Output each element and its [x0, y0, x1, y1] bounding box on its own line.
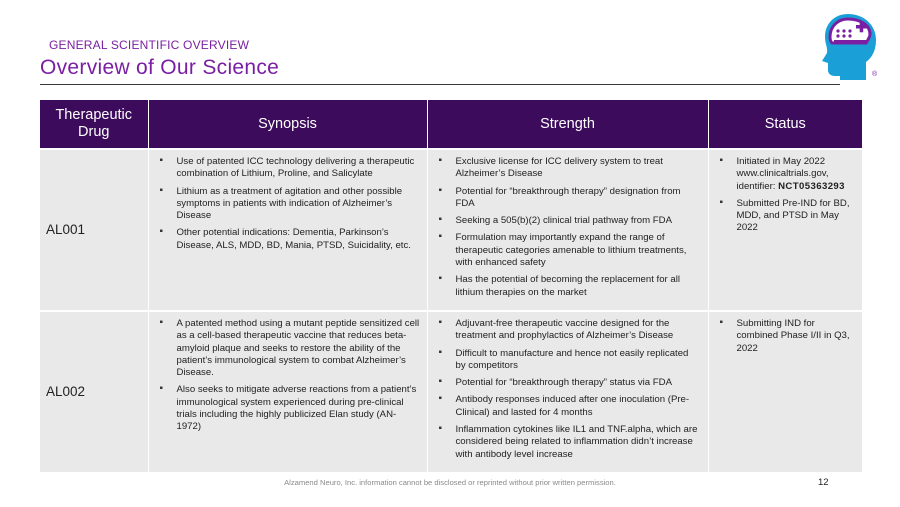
table-row [40, 149, 862, 311]
list-item: ▪ Submitting IND for combined Phase I/II in Q3, 2022 [737, 318, 856, 355]
column-header-strength: Strength [427, 100, 708, 149]
list-item: ▪ Other potential indications: Dementia, Parkinson’s Disease, ALS, MDD, BD, Mania, PTSD, Suicidality, etc. [177, 227, 420, 252]
list-item: ▪ Has the potential of becoming the replacement for all lithium therapies on the market [456, 274, 701, 299]
list-item: ▪ Potential for “breakthrough therapy” designation from FDA [456, 186, 701, 211]
column-header-status: Status [708, 100, 862, 149]
column-header-drug: Therapeutic Drug [40, 100, 148, 149]
footer-disclaimer: Alzamend Neuro, Inc. information cannot be disclosed or reprinted without prior written permission. [284, 478, 616, 487]
list-item: ▪ Submitted Pre-IND for BD, MDD, and PTSD in May 2022 [737, 198, 856, 235]
page-title: Overview of Our Science [40, 56, 280, 79]
list-item: ▪ Adjuvant-free therapeutic vaccine designed for the treatment and prophylactics of Alzheimer’s Disease [456, 318, 701, 343]
status-text: Initiated in May 2022 www.clinicaltrials.gov, identifier: [736, 156, 829, 192]
list-item: ▪ Lithium as a treatment of agitation and other possible symptoms in patients with indication of Alzheimer’s Disease [177, 186, 420, 223]
status-cell [708, 311, 862, 472]
trial-identifier: NCT05363293 [778, 180, 845, 192]
drug-name-cell: AL001 [40, 149, 148, 311]
list-item: ▪ Potential for “breakthrough therapy” status via FDA [456, 377, 701, 389]
list-item [737, 156, 856, 193]
column-header-synopsis: Synopsis [148, 100, 427, 149]
strength-cell [427, 311, 708, 472]
list-item: ▪ Seeking a 505(b)(2) clinical trial pathway from FDA [456, 215, 701, 227]
science-overview-table [40, 100, 862, 472]
list-item: ▪ Use of patented ICC technology delivering a therapeutic combination of Lithium, Proline, and Salicylate [177, 156, 420, 181]
head-with-plus-icon [818, 10, 880, 80]
section-kicker: GENERAL SCIENTIFIC OVERVIEW [49, 38, 250, 52]
list-item: ▪ Formulation may importantly expand the range of therapeutic categories amenable to lithium treatments, with enhanced safety [456, 232, 701, 269]
title-divider [40, 84, 840, 85]
list-item: ▪ Exclusive license for ICC delivery system to treat Alzheimer’s Disease [456, 156, 701, 181]
strength-cell [427, 149, 708, 311]
table-header-row [40, 100, 862, 149]
list-item: ▪ Also seeks to mitigate adverse reactions from a patient’s immunological system experienced during pre-clinical trials including the highly publicized Elan study (AN-1972) [177, 384, 420, 433]
status-cell [708, 149, 862, 311]
page-number: 12 [818, 477, 829, 488]
synopsis-cell [148, 149, 427, 311]
list-item: ▪ Difficult to manufacture and hence not easily replicated by competitors [456, 348, 701, 373]
registered-mark: ® [872, 71, 878, 78]
list-item: ▪ Antibody responses induced after one inoculation (Pre-Clinical) and lasted for 4 months [456, 394, 701, 419]
list-item: ▪ Inflammation cytokines like IL1 and TNF.alpha, which are considered being related to inflammation didn’t increase with antibody level increase [456, 424, 701, 461]
synopsis-cell [148, 311, 427, 472]
table-row [40, 311, 862, 472]
drug-name-cell: AL002 [40, 311, 148, 472]
list-item: ▪ A patented method using a mutant peptide sensitized cell as a cell-based therapeutic vaccine that reduces beta-amyloid plaque and seeks to restore the ability of the patient’s immunological system to combat Alzheimer’s Disease. [177, 318, 420, 379]
